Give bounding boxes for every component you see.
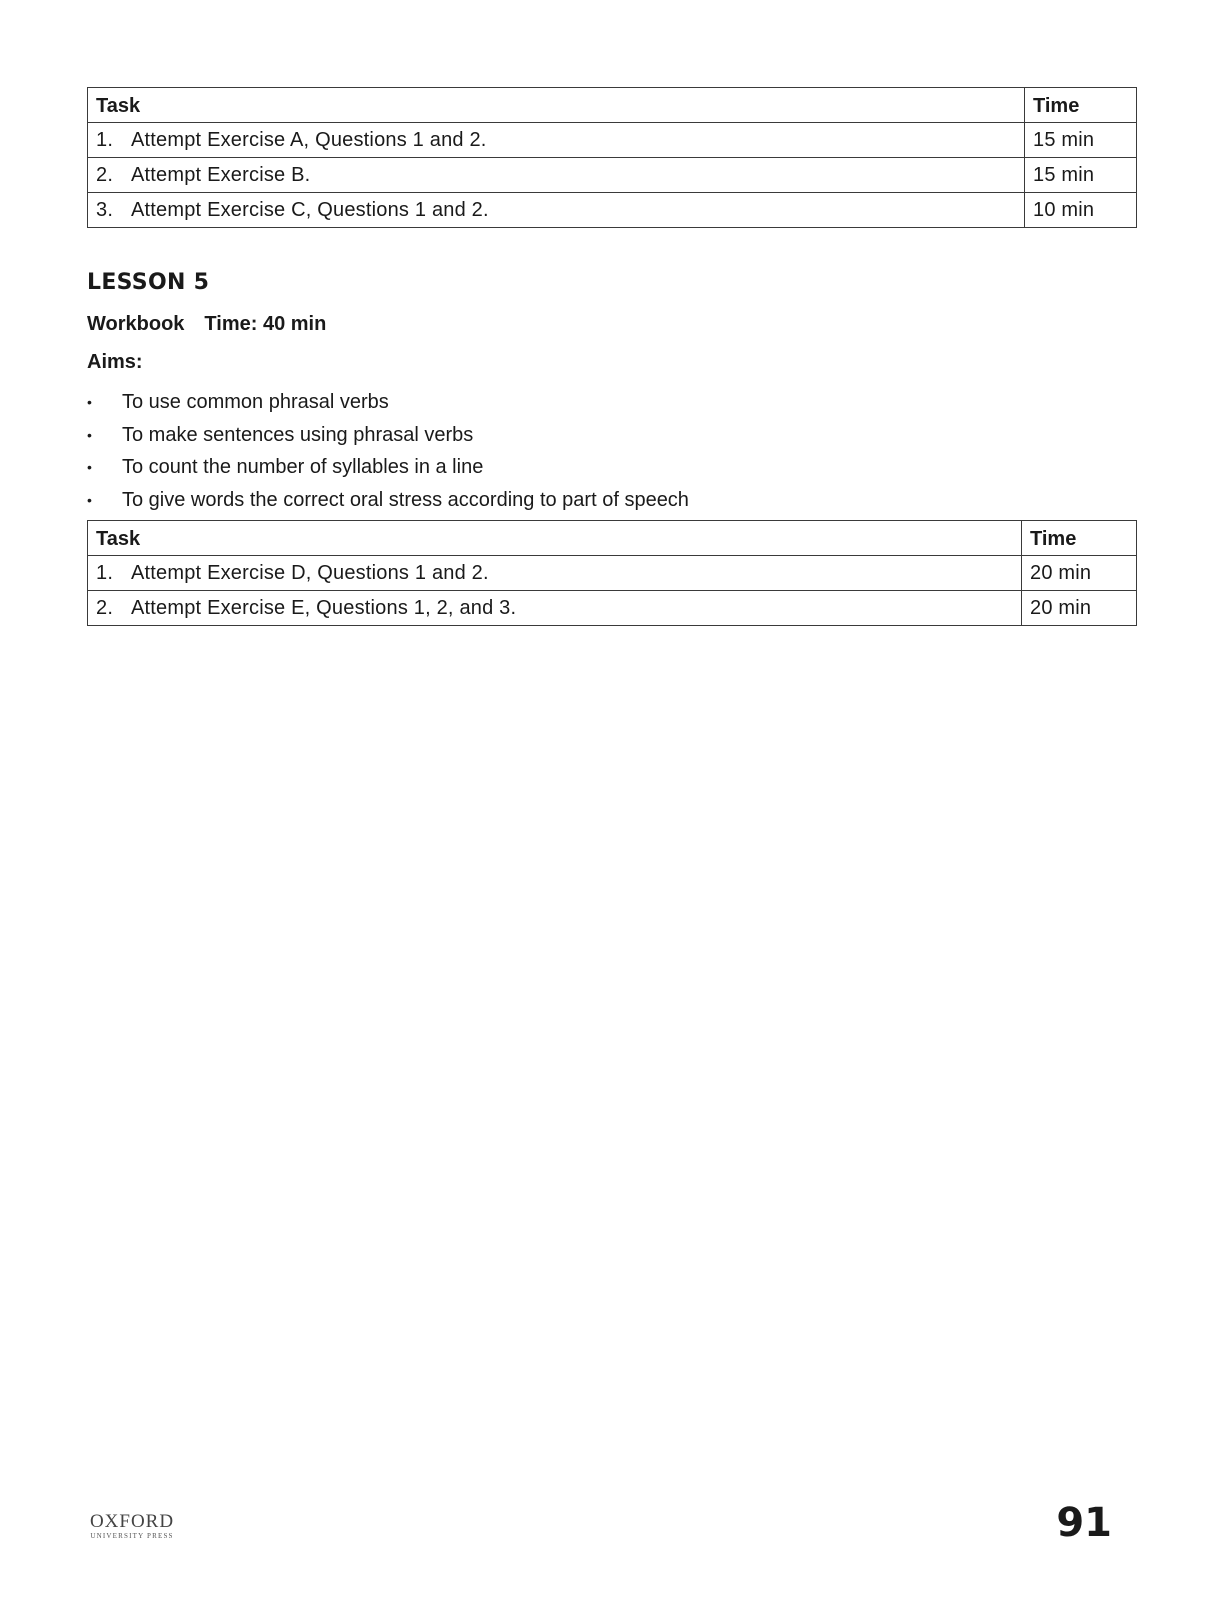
bullet-icon: • [87, 426, 92, 443]
time-cell: 15 min [1025, 123, 1137, 158]
task-column-header: Task [88, 88, 1025, 123]
task-cell [88, 591, 1022, 626]
task-cell [88, 123, 1025, 158]
task-number: 2. [96, 163, 114, 186]
time-column-header: Time [1022, 521, 1137, 556]
workbook-time-line [87, 313, 326, 336]
time-cell: 20 min [1022, 556, 1137, 591]
table-header-row [88, 521, 1137, 556]
oxford-logo [87, 1512, 177, 1540]
task-column-header: Task [88, 521, 1022, 556]
aim-text: To make sentences using phrasal verbs [122, 423, 474, 446]
page-number: 91 [1056, 1500, 1112, 1546]
task-table-2 [87, 520, 1137, 626]
aim-text: To give words the correct oral stress according to part of speech [122, 488, 689, 511]
time-column-header: Time [1025, 88, 1137, 123]
task-text: Attempt Exercise A, Questions 1 and 2. [131, 128, 487, 151]
task-number: 2. [96, 596, 114, 619]
list-item [87, 419, 689, 452]
task-text: Attempt Exercise C, Questions 1 and 2. [131, 198, 489, 221]
table-row [88, 158, 1137, 193]
aims-heading: Aims: [87, 351, 143, 373]
task-text: Attempt Exercise D, Questions 1 and 2. [131, 561, 489, 584]
list-item [87, 451, 689, 484]
task-number: 3. [96, 198, 114, 221]
task-text: Attempt Exercise E, Questions 1, 2, and 3. [131, 596, 517, 619]
list-item [87, 484, 689, 517]
logo-main-text: OXFORD [89, 1511, 175, 1532]
table-row [88, 556, 1137, 591]
task-text: Attempt Exercise B. [131, 163, 311, 186]
task-number: 1. [96, 561, 114, 584]
workbook-label: Workbook [87, 313, 185, 335]
lesson-heading: LESSON 5 [87, 270, 210, 295]
time-cell: 20 min [1022, 591, 1137, 626]
table-row [88, 591, 1137, 626]
list-item [87, 386, 689, 419]
bullet-icon: • [87, 491, 92, 508]
time-cell: 10 min [1025, 193, 1137, 228]
lesson-time-label: Time: 40 min [204, 313, 327, 335]
time-cell: 15 min [1025, 158, 1137, 193]
task-table-1 [87, 87, 1137, 228]
task-number: 1. [96, 128, 114, 151]
table-row [88, 123, 1137, 158]
table-header-row [88, 88, 1137, 123]
logo-sub-text: UNIVERSITY PRESS [90, 1532, 174, 1540]
task-cell [88, 193, 1025, 228]
aim-text: To use common phrasal verbs [122, 391, 389, 413]
table-row [88, 193, 1137, 228]
task-cell [88, 556, 1022, 591]
aim-text: To count the number of syllables in a line [122, 456, 484, 478]
aims-list [87, 386, 689, 516]
bullet-icon: • [87, 394, 92, 410]
task-cell [88, 158, 1025, 193]
bullet-icon: • [87, 459, 92, 475]
